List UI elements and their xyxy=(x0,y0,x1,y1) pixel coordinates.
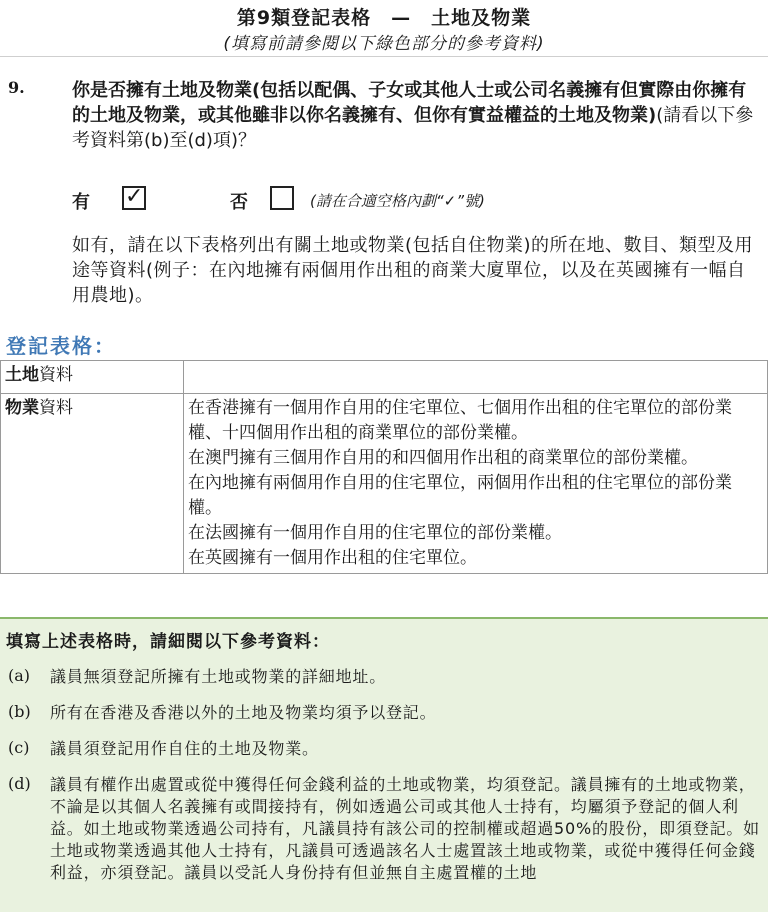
note-label: (a) xyxy=(8,666,31,685)
yes-label: 有 xyxy=(72,192,90,213)
question-text-bold: 你是否擁有土地及物業(包括以配偶、子女或其他人士或公司名義擁有但實際由你擁有的土地及物業，或其他雖非以你名義擁有、但你有實益權益的土地及物業) xyxy=(72,80,747,126)
land-label-strong: 土地 xyxy=(5,365,39,385)
property-line: 在香港擁有一個用作自用的住宅單位、七個用作出租的住宅單位的部份業權、十四個用作出租的商業單位的部份業權。 xyxy=(188,398,732,443)
property-line: 在內地擁有兩個用作自用的住宅單位，兩個用作出租的住宅單位的部份業權。 xyxy=(188,473,732,518)
property-line: 在英國擁有一個用作出租的住宅單位。 xyxy=(188,548,477,568)
question-text xyxy=(72,78,758,153)
property-label-rest: 資料 xyxy=(39,398,73,418)
note-text: 議員須登記用作自住的土地及物業。 xyxy=(50,739,319,758)
note-label: (c) xyxy=(8,738,30,757)
land-label-rest: 資料 xyxy=(39,365,73,385)
property-line: 在法國擁有一個用作自用的住宅單位的部份業權。 xyxy=(188,523,562,543)
tick-hint: (請在合適空格內劃“✓”號) xyxy=(310,192,485,210)
form-header xyxy=(0,0,768,57)
property-line: 在澳門擁有三個用作自用的和四個用作出租的商業單位的部份業權。 xyxy=(188,448,698,468)
registration-table xyxy=(0,360,768,574)
form-title: 第9類登記表格 — 土地及物業 xyxy=(236,7,532,29)
land-label-cell xyxy=(1,361,184,394)
note-text: 議員無須登記所擁有土地或物業的詳細地址。 xyxy=(50,667,387,686)
land-value-cell[interactable] xyxy=(184,361,768,394)
no-label: 否 xyxy=(230,192,248,213)
note-label: (b) xyxy=(8,702,31,721)
yes-checkbox[interactable] xyxy=(122,186,146,210)
no-checkbox[interactable] xyxy=(270,186,294,210)
check-icon: ✓ xyxy=(125,184,144,209)
form-subtitle: (填寫前請參閱以下綠色部分的參考資料) xyxy=(223,34,545,54)
property-label-strong: 物業 xyxy=(5,398,39,418)
note-text: 所有在香港及香港以外的土地及物業均須予以登記。 xyxy=(50,703,437,722)
note-text: 議員有權作出處置或從中獲得任何金錢利益的土地或物業，均須登記。議員擁有的土地或物業，不論是以其個人名義擁有或間接持有，例如透過公司或其他人士持有，均屬須予登記的個人利益。如土地或物業透過公司持有，凡議員持有該公司的控制權或超過50%的股份，即須登記。如土地或物業透過其他人士持有，凡議員可透過該名人士處置該土地或物業，或從中獲得任何金錢利益，亦須登記。議員以受託人身份持有但並無自主處置權的土地 xyxy=(50,775,760,882)
instruction-paragraph: 如有，請在以下表格列出有關土地或物業(包括自住物業)的所在地、數目、類型及用途等資料(例子：在內地擁有兩個用作出租的商業大廈單位，以及在英國擁有一幅自用農地)。 xyxy=(72,235,754,306)
property-value-cell[interactable] xyxy=(184,394,768,574)
question-number: 9. xyxy=(8,78,25,97)
property-label-cell xyxy=(1,394,184,574)
answer-options xyxy=(72,186,762,216)
note-label: (d) xyxy=(8,774,31,793)
section-title: 登記表格： xyxy=(6,334,116,358)
table-row-property xyxy=(1,394,768,574)
question-text-reference: (請看以下參考資料第(b)至(d)項)？ xyxy=(72,105,754,151)
table-row-land xyxy=(1,361,768,394)
notes-title: 填寫上述表格時，請細閱以下參考資料： xyxy=(6,632,330,652)
reference-notes xyxy=(0,617,768,912)
